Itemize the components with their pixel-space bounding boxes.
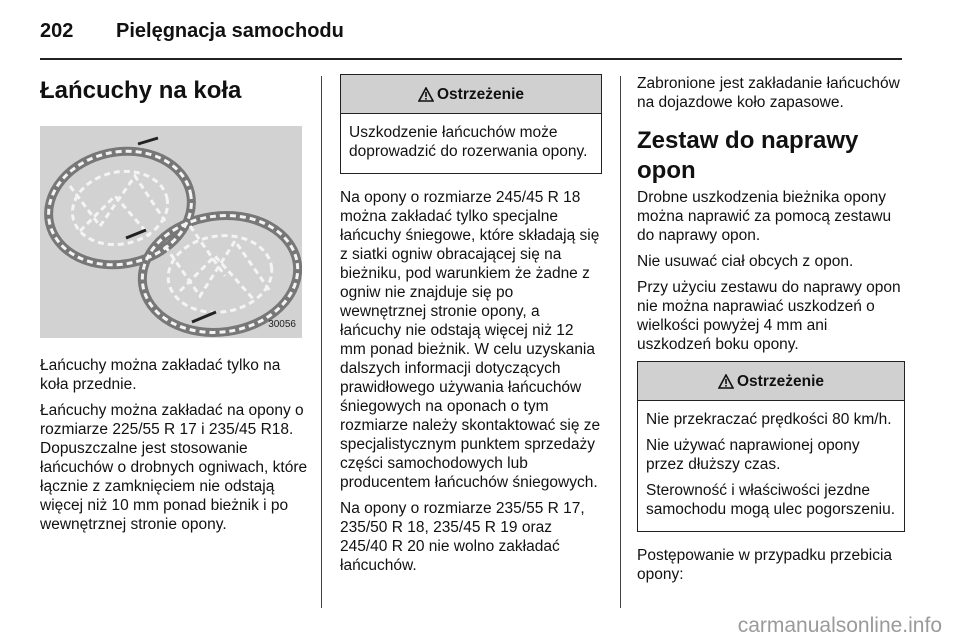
page-number: 202: [40, 19, 74, 42]
warning-box: [637, 361, 905, 532]
paragraph: Łańcuchy można zakładać tylko na koła przednie.: [40, 357, 281, 393]
column-2: [340, 74, 602, 582]
column-divider-1: [321, 76, 322, 608]
paragraph: Postępowanie w przypadku przebicia opony:: [637, 547, 893, 583]
warning-header: [341, 75, 601, 114]
paragraph: Przy użyciu zestawu do naprawy opon nie można naprawiać uszkodzeń o wielkości powyżej 4 mm ani uszkodzeń boku opony.: [637, 279, 901, 353]
section-title-tyre-repair-kit: Zestaw do naprawy opon: [637, 127, 859, 184]
warning-box: [340, 74, 602, 174]
column-1: [40, 74, 308, 541]
warning-triangle-icon: [718, 374, 734, 389]
paragraph: Na opony o rozmiarze 245/45 R 18 można zakładać tylko specjalne łańcuchy śniegowe, które składają się z siatki ogniw obracającej się na bieżniku, pod warunkiem że żadne z ogniw nie znajduje się po wewnętrznej stronie opony, a łańcuchy nie odstają więcej niż 12 mm ponad bieżnik. W celu uzyskania dalszych informacji dotyczących prawidłowego używania łańcuchów śniegowych na oponach o tym rozmiarze należy skontaktować się ze specjalistycznym punktem sprzedaży części samochodowych lub producentem łańcuchów śniegowych.: [340, 189, 601, 491]
warning-line: Nie używać naprawionej opony przez dłuższy czas.: [646, 437, 860, 473]
snow-chain-illustration: [40, 126, 302, 338]
warning-title: Ostrzeżenie: [436, 85, 524, 103]
page-header: [40, 14, 344, 48]
section-title-snow-chains: Łańcuchy na koła: [40, 77, 242, 104]
snow-chains-figure: [40, 126, 302, 338]
paragraph: Nie usuwać ciał obcych z opon.: [637, 253, 854, 270]
warning-title: Ostrzeżenie: [736, 372, 824, 390]
warning-body: [638, 401, 904, 531]
paragraph: Łańcuchy można zakładać na opony o rozmiarze 225/55 R 17 i 235/45 R18. Dopuszczalne jest stosowanie łańcuchów o drobnych ogniwach, które łącznie z zamknięciem nie odstają więcej niż 10 mm ponad bieżnik i po wewnętrznej stronie opony.: [40, 402, 308, 533]
warning-line: Sterowność i właściwości jezdne samochodu mogą ulec pogorszeniu.: [646, 482, 896, 518]
header-rule: [40, 58, 902, 60]
warning-triangle-icon: [418, 87, 434, 102]
warning-body: [341, 114, 601, 173]
watermark: carmanualsonline.info: [737, 614, 942, 637]
chapter-title: Pielęgnacja samochodu: [116, 19, 344, 42]
warning-header: [638, 362, 904, 401]
column-divider-2: [620, 76, 621, 608]
paragraph: Na opony o rozmiarze 235/55 R 17, 235/50 R 18, 235/45 R 19 oraz 245/40 R 20 nie wolno zakładać łańcuchów.: [340, 500, 585, 574]
warning-line: Nie przekraczać prędkości 80 km/h.: [646, 411, 892, 428]
paragraph: Zabronione jest zakładanie łańcuchów na dojazdowe koło zapasowe.: [637, 75, 900, 111]
column-3: [637, 74, 905, 591]
paragraph: Drobne uszkodzenia bieżnika opony można naprawić za pomocą zestawu do naprawy opon.: [637, 189, 892, 244]
figure-number: 30056: [268, 319, 296, 330]
warning-text: Uszkodzenie łańcuchów może doprowadzić do rozerwania opony.: [349, 124, 588, 160]
